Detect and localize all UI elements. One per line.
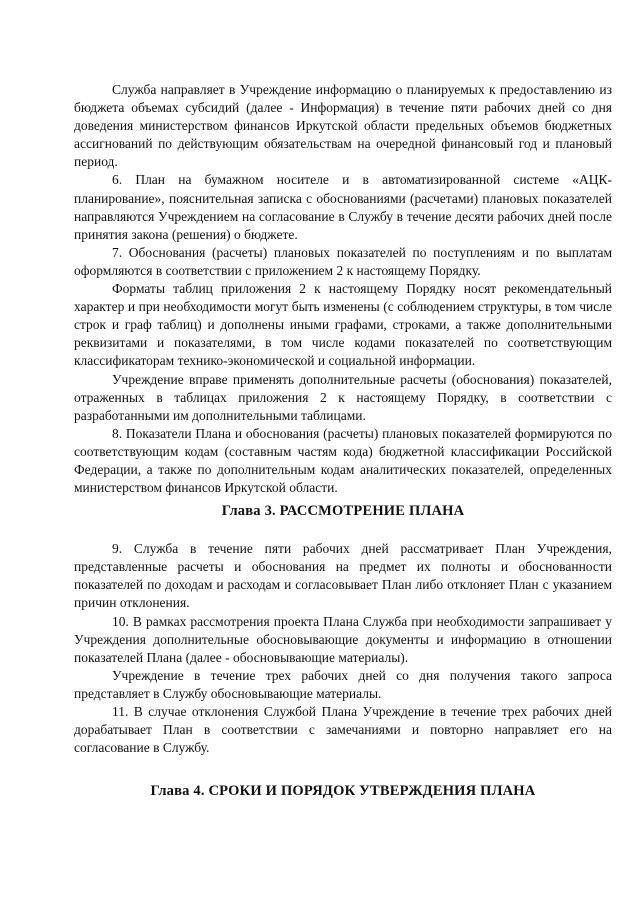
paragraph-item-8: 8. Показатели Плана и обоснования (расчеты) плановых показателей формируются по соответствующим кодам (составным частям кода) бюджетной классификации Российской Федерации, а также по дополнительным кодам аналитических показателей, определенных министерством финансов Иркутской области. <box>74 425 612 496</box>
chapter-3-heading: Глава 3. РАССМОТРЕНИЕ ПЛАНА <box>221 503 465 520</box>
paragraph-supporting-materials: Учреждение в течение трех рабочих дней со дня получения такого запроса представляет в Службу обосновывающие материалы. <box>74 667 612 701</box>
paragraph-item-7: 7. Обоснования (расчеты) плановых показателей по поступлениям и по выплатам оформляются в соответствии с приложением 2 к настоящему Порядку. <box>74 244 612 278</box>
paragraph-additional-calculations: Учреждение вправе применять дополнительные расчеты (обоснования) показателей, отраженных в таблицах приложения 2 к настоящему Порядку, в соответствии с разработанными им дополнительными таблицами. <box>74 371 612 423</box>
paragraph-item-10: 10. В рамках рассмотрения проекта Плана Служба при необходимости запрашивает у Учреждения дополнительные обосновывающие документы и информацию в отношении показателей Плана (далее - обосновывающие материалы). <box>74 613 612 665</box>
paragraph-item-11: 11. В случае отклонения Службой Плана Учреждение в течение трех рабочих дней дорабатывает План в соответствии с замечаниями и повторно направляет его на согласование в Службу. <box>74 704 612 756</box>
paragraph-table-formats: Форматы таблиц приложения 2 к настоящему Порядку носят рекомендательный характер и при необходимости могут быть изменены (с соблюдением структуры, в том числе строк и граф таблиц) и дополнены иными графами, строками, а также дополнительными реквизитами и показателями, в том числе кодами показателей по соответствующим классификаторам технико-экономической и социальной информации. <box>74 281 612 369</box>
paragraph-item-6: 6. План на бумажном носителе и в автоматизированной системе «АЦК-планирование», пояснительная записка с обоснованиями (расчетами) плановых показателей направляются Учреждением на согласование в Службу в течение десяти рабочих дней после принятия закона (решения) о бюджете. <box>74 172 612 242</box>
paragraph-item-9: 9. Служба в течение пяти рабочих дней рассматривает План Учреждения, представленные расчеты и обоснования на предмет их полноты и обоснованности показателей по доходам и расходам и согласовывает План либо отклоняет План с указанием причин отклонения. <box>74 541 612 611</box>
document-body <box>74 81 612 800</box>
chapter-4-heading: Глава 4. СРОКИ И ПОРЯДОК УТВЕРЖДЕНИЯ ПЛАНА <box>150 783 536 800</box>
paragraph-subsidy-information: Служба направляет в Учреждение информацию о планируемых к предоставлению из бюджета объемах субсидий (далее - Информация) в течение пяти рабочих дней со дня доведения министерством финансов Иркутской области предельных объемов бюджетных ассигнований по действующим обязательствам на очередной финансовый год и плановый период. <box>74 82 612 170</box>
